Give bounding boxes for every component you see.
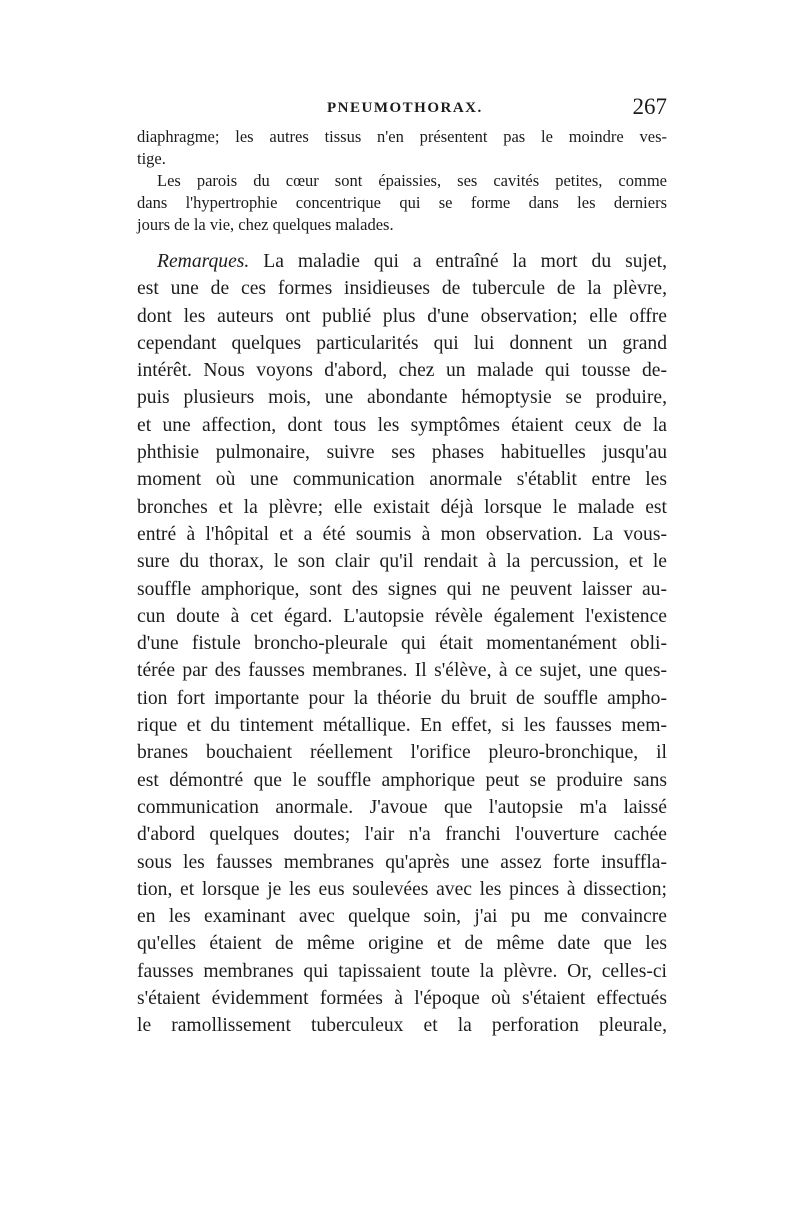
text-line: tige.	[137, 149, 166, 168]
text-line: jours de la vie, chez quelques malades.	[137, 215, 394, 234]
text-line: rique et du tintement métallique. En effet, si les fausses mem-	[137, 715, 667, 737]
text-line: intérêt. Nous voyons d'abord, chez un malade qui tousse de-	[137, 360, 667, 382]
paragraph-remarques	[137, 248, 667, 1040]
text-line: dont les auteurs ont publié plus d'une observation; elle offre	[137, 305, 667, 327]
text-line: sure du thorax, le son clair qu'il rendait à la percussion, et le	[137, 551, 667, 573]
text-line: moment où une communication anormale s'établit entre les	[137, 469, 667, 491]
paragraph-parois-du-coeur	[137, 170, 667, 236]
running-head	[137, 96, 667, 126]
text-line: le ramollissement tuberculeux et la perforation pleurale,	[137, 1015, 667, 1037]
text-line: puis plusieurs mois, une abondante hémoptysie se produire,	[137, 387, 667, 409]
text-line: cun doute à cet égard. L'autopsie révèle également l'existence	[137, 605, 667, 627]
remarques-heading: Remarques.	[157, 251, 250, 272]
text-line: dans l'hypertrophie concentrique qui se forme dans les derniers	[137, 193, 667, 212]
text-line: diaphragme; les autres tissus n'en présentent pas le moindre ves-	[137, 127, 667, 146]
text-line: et une affection, dont tous les symptômes étaient ceux de la	[137, 414, 667, 436]
text-line: qu'elles étaient de même origine et de même date que les	[137, 933, 667, 955]
text-line	[137, 248, 667, 275]
text-line: branes bouchaient réellement l'orifice pleuro-bronchique, il	[137, 742, 667, 764]
text-line: communication anormale. J'avoue que l'autopsie m'a laissé	[137, 796, 667, 818]
text-line: s'étaient évidemment formées à l'époque où s'étaient effectués	[137, 988, 667, 1010]
page-body	[137, 126, 667, 1040]
text-line: sous les fausses membranes qu'après une assez forte insuffla-	[137, 851, 667, 873]
running-title: PNEUMOTHORAX.	[327, 100, 483, 116]
text-line: souffle amphorique, sont des signes qui ne peuvent laisser au-	[137, 578, 667, 600]
text-line: bronches et la plèvre; elle existait déjà lorsque le malade est	[137, 496, 667, 518]
text-line: cependant quelques particularités qui lui donnent un grand	[137, 332, 667, 354]
text-line: térée par des fausses membranes. Il s'élève, à ce sujet, une ques-	[137, 660, 667, 682]
text-line: d'une fistule broncho-pleurale qui était momentanément obli-	[137, 633, 667, 655]
text-line: est une de ces formes insidieuses de tubercule de la plèvre,	[137, 278, 667, 300]
text-line: est démontré que le souffle amphorique peut se produire sans	[137, 769, 667, 791]
text-line: d'abord quelques doutes; l'air n'a franchi l'ouverture cachée	[137, 824, 667, 846]
text-line: tion, et lorsque je les eus soulevées avec les pinces à dissection;	[137, 878, 667, 900]
page-number: 267	[632, 94, 667, 119]
first-line-text: La maladie qui a entraîné la mort du sujet,	[249, 251, 667, 272]
text-line: fausses membranes qui tapissaient toute la plèvre. Or, celles-ci	[137, 960, 667, 982]
text-line: en les examinant avec quelque soin, j'ai pu me convaincre	[137, 906, 667, 928]
text-line: entré à l'hôpital et a été soumis à mon observation. La vous-	[137, 523, 667, 545]
text-line: phthisie pulmonaire, suivre ses phases habituelles jusqu'au	[137, 442, 667, 464]
text-line: Les parois du cœur sont épaissies, ses cavités petites, comme	[157, 171, 667, 190]
text-line: tion fort importante pour la théorie du bruit de souffle ampho-	[137, 687, 667, 709]
paragraph-diaphragme	[137, 126, 667, 170]
